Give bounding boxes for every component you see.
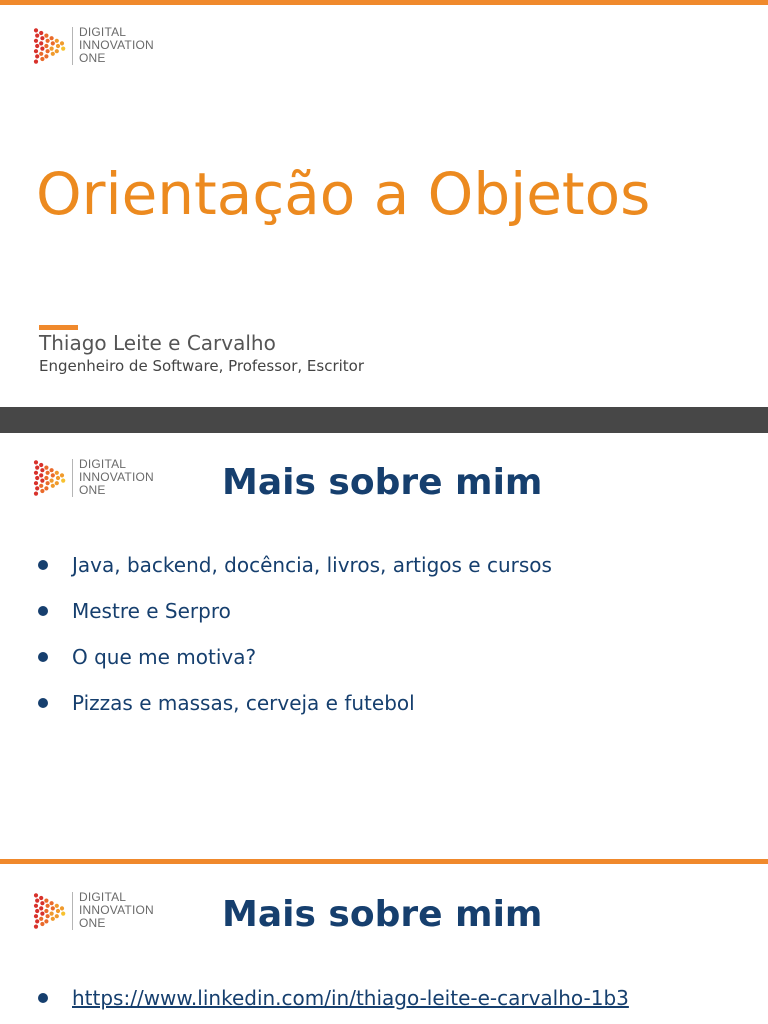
logo-dot [55,481,59,485]
logo-dot [35,43,39,47]
logo-dot [34,28,38,32]
logo-dot [61,478,65,482]
bullet-dot [38,560,48,570]
author-name: Thiago Leite e Carvalho [39,331,276,355]
logo-dot [35,33,39,37]
author-role: Engenheiro de Software, Professor, Escritor [39,357,365,375]
logo-dot [35,486,39,490]
bullet-list [38,975,629,1021]
logo-dot [44,54,48,58]
logo-dot [50,901,54,905]
logo-dot [55,914,59,918]
logo-dot [51,906,55,910]
slide-about-me [0,433,768,859]
logo-dot [39,41,43,45]
logo-dot [40,36,44,40]
logo-dot [51,916,55,920]
logo-line-3: ONE [79,483,106,497]
logo-dot [35,908,39,912]
logo [32,458,154,497]
bullet-text: Mestre e Serpro [72,599,231,623]
slide-separator [0,407,768,433]
list-item [38,542,552,588]
logo-dot [39,483,43,487]
logo-line-3: ONE [79,916,106,930]
logo-dot [40,46,44,50]
logo-dot [56,43,60,47]
logo-dot [51,41,55,45]
bullet-text: O que me motiva? [72,645,257,669]
logo-dot [40,488,44,492]
logo-dot [34,470,38,474]
bullet-dot [38,698,48,708]
logo-dot [61,46,65,50]
digital-innovation-one-dots-icon [32,892,68,930]
logo-dot [50,911,54,915]
slide-heading: Mais sobre mim [222,462,543,503]
presentation-title: Orientação a Objetos [36,160,651,228]
logo-dot [46,38,50,42]
logo-dot [34,460,38,464]
logo-dot [46,49,50,53]
logo-dot [60,473,64,477]
logo-dot [40,56,44,60]
logo-line-2: INNOVATION [79,470,154,484]
logo-dot [50,478,54,482]
logo-line-1: DIGITAL [79,890,127,904]
logo-dot [44,919,48,923]
logo-dot [40,468,44,472]
logo-dot [39,916,43,920]
logo-dot [34,924,38,928]
logo-line-2: INNOVATION [79,38,154,52]
logo-dot [56,908,60,912]
bullet-text: Pizzas e massas, cerveja e futebol [72,691,415,715]
logo-dot [46,914,50,918]
logo-dot [44,486,48,490]
logo-dot [40,921,44,925]
logo-dot [44,475,48,479]
bullet-text: Java, backend, docência, livros, artigos e cursos [72,553,552,577]
logo-dot [44,908,48,912]
logo-divider [72,459,73,497]
logo [32,26,154,65]
logo-dot [34,481,38,485]
bullet-dot [38,652,48,662]
logo-dot [50,36,54,40]
digital-innovation-one-dots-icon [32,459,68,497]
logo-dot [46,470,50,474]
bullet-list [38,542,552,726]
logo-dot [35,465,39,469]
logo-divider [72,27,73,65]
logo-dot [44,43,48,47]
logo-dot [46,481,50,485]
logo-dot [39,30,43,34]
bullet-dot [38,606,48,616]
logo-dot [34,914,38,918]
logo-dot [40,911,44,915]
logo-dot [39,895,43,899]
logo-dot [55,38,59,42]
logo-line-3: ONE [79,51,106,65]
logo-dot [60,41,64,45]
list-item [38,634,552,680]
logo-dot [34,49,38,53]
logo-dot [56,475,60,479]
slide-title [0,0,768,407]
logo [32,891,154,930]
logo-dot [34,903,38,907]
logo-dot [39,906,43,910]
logo-dot [50,468,54,472]
bullet-dot [38,993,48,1003]
logo-dot [44,898,48,902]
author-accent-bar [39,325,78,330]
logo-dot [34,38,38,42]
logo-dot [51,483,55,487]
logo-dot [44,33,48,37]
logo-line-2: INNOVATION [79,903,154,917]
logo-dot [35,475,39,479]
slide-about-me-links [0,859,768,1024]
logo-dot [34,893,38,897]
logo-dot [61,911,65,915]
accent-top-bar [0,0,768,5]
logo-text [79,26,154,65]
logo-dot [39,473,43,477]
list-item [38,680,552,726]
logo-dot [34,59,38,63]
logo-dot [39,51,43,55]
logo-dot [60,906,64,910]
logo-line-1: DIGITAL [79,457,127,471]
linkedin-link[interactable]: https://www.linkedin.com/in/thiago-leite-e-carvalho-1b3 [72,986,629,1010]
logo-text [79,458,154,497]
logo-dot [55,49,59,53]
list-item [38,975,629,1021]
accent-top-bar [0,859,768,864]
logo-dot [35,919,39,923]
logo-dot [55,903,59,907]
digital-innovation-one-dots-icon [32,27,68,65]
logo-dot [51,473,55,477]
logo-dot [46,903,50,907]
logo-dot [55,470,59,474]
logo-dot [40,478,44,482]
slide-heading: Mais sobre mim [222,894,543,935]
logo-dot [40,901,44,905]
logo-divider [72,892,73,930]
logo-dot [51,51,55,55]
logo-dot [50,46,54,50]
logo-dot [44,465,48,469]
logo-dot [39,462,43,466]
logo-dot [35,898,39,902]
logo-text [79,891,154,930]
logo-dot [35,54,39,58]
list-item [38,588,552,634]
logo-line-1: DIGITAL [79,25,127,39]
logo-dot [34,491,38,495]
